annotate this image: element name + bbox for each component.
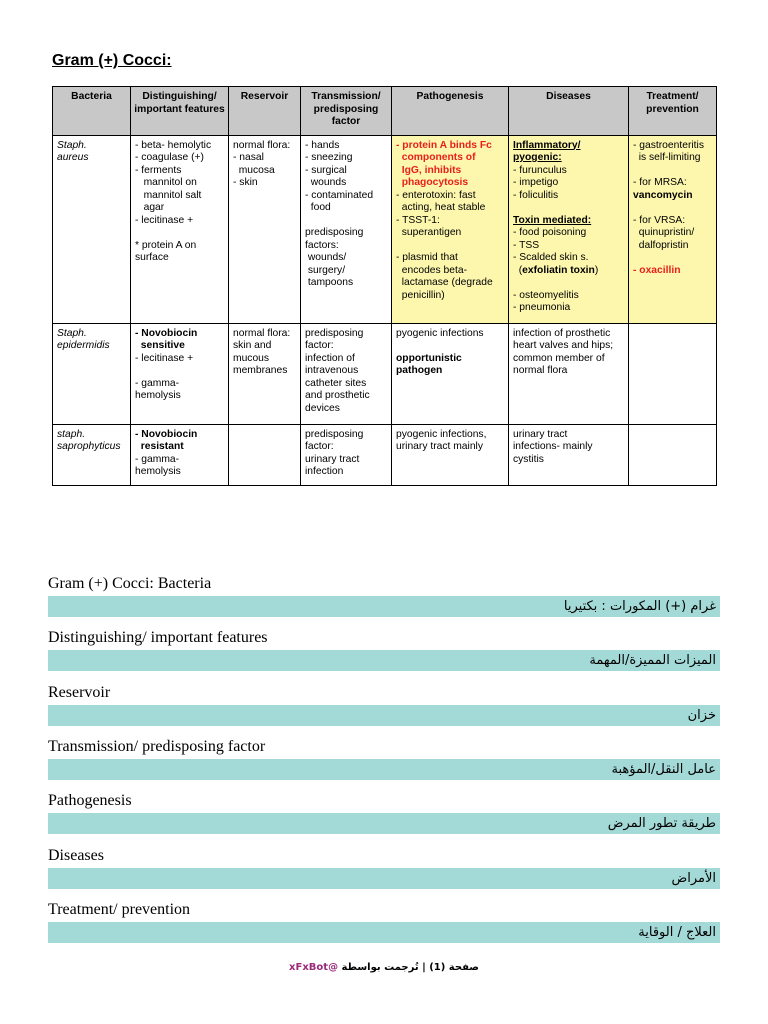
table-header-row bbox=[53, 87, 717, 136]
footer-text: صفحة (1) | تُرجمت بواسطة bbox=[341, 962, 479, 973]
page-footer bbox=[0, 962, 768, 973]
cell-bacteria: Staph. aureus bbox=[53, 135, 131, 323]
bacteria-table bbox=[52, 86, 717, 486]
page-title: Gram (+) Cocci: bbox=[52, 52, 172, 69]
cell-transmission: predisposing factor: infection of intravenous catheter sites and prosthetic devices bbox=[301, 323, 392, 424]
translation-english: Treatment/ prevention bbox=[48, 901, 191, 918]
cell-treatment: - gastroenteritis is self-limiting - for MRSA: vancomycin - for VRSA: quinupristin/ dalfopristin - oxacillin bbox=[629, 135, 717, 323]
cell-pathogenesis: pyogenic infections opportunistic pathogen bbox=[392, 323, 509, 424]
table-row bbox=[53, 135, 717, 323]
translation-english: Transmission/ predisposing factor bbox=[48, 738, 266, 755]
translation-item bbox=[48, 900, 720, 943]
cell-features: - beta- hemolytic - coagulase (+) - ferments mannitol on mannitol salt agar - lecitinase + * protein A on surface bbox=[131, 135, 229, 323]
translation-arabic: الميزات المميزة/المهمة bbox=[48, 650, 720, 671]
translation-english: Gram (+) Cocci: Bacteria bbox=[48, 575, 212, 592]
translation-arabic: العلاج / الوقاية bbox=[48, 922, 720, 943]
cell-reservoir: normal flora: - nasal mucosa - skin bbox=[229, 135, 301, 323]
cell-diseases: urinary tract infections- mainly cystitis bbox=[509, 424, 629, 485]
translation-item bbox=[48, 683, 720, 726]
header-reservoir: Reservoir bbox=[229, 87, 301, 136]
translation-arabic: عامل النقل/المؤهبة bbox=[48, 759, 720, 780]
cell-transmission: - hands - sneezing - surgical wounds - contaminated food predisposing factors: wounds/ surgery/ tampoons bbox=[301, 135, 392, 323]
header-diseases: Diseases bbox=[509, 87, 629, 136]
translation-english: Reservoir bbox=[48, 684, 111, 701]
translation-item bbox=[48, 737, 720, 780]
header-transmission: Transmission/ predisposing factor bbox=[301, 87, 392, 136]
cell-reservoir: normal flora: skin and mucous membranes bbox=[229, 323, 301, 424]
cell-diseases: infection of prosthetic heart valves and hips; common member of normal flora bbox=[509, 323, 629, 424]
cell-features: - Novobiocin sensitive - lecitinase + - gamma- hemolysis bbox=[131, 323, 229, 424]
cell-reservoir bbox=[229, 424, 301, 485]
cell-bacteria: staph. saprophyticus bbox=[53, 424, 131, 485]
table-row bbox=[53, 323, 717, 424]
table-row bbox=[53, 424, 717, 485]
translation-arabic: طريقة تطور المرض bbox=[48, 813, 720, 834]
cell-bacteria: Staph. epidermidis bbox=[53, 323, 131, 424]
cell-transmission: predisposing factor: urinary tract infection bbox=[301, 424, 392, 485]
translation-english: Distinguishing/ important features bbox=[48, 629, 268, 646]
header-features: Distinguishing/ important features bbox=[131, 87, 229, 136]
translation-arabic: الأمراض bbox=[48, 868, 720, 889]
translation-item bbox=[48, 846, 720, 889]
header-treatment: Treatment/ prevention bbox=[629, 87, 717, 136]
cell-features: - Novobiocin resistant - gamma- hemolysis bbox=[131, 424, 229, 485]
cell-treatment bbox=[629, 424, 717, 485]
footer-handle-link[interactable]: @xFxBot bbox=[289, 962, 339, 973]
translation-english: Pathogenesis bbox=[48, 792, 132, 809]
cell-pathogenesis: - protein A binds Fc components of IgG, inhibits phagocytosis - enterotoxin: fast acting, heat stable - TSST-1: superantigen - plasmid that encodes beta- lactamase (degrade penicillin) bbox=[392, 135, 509, 323]
header-bacteria: Bacteria bbox=[53, 87, 131, 136]
translation-arabic: خزان bbox=[48, 705, 720, 726]
cell-diseases: Inflammatory/ pyogenic: - furunculus - impetigo - foliculitis Toxin mediated: - food poisoning - TSS - Scalded skin s. (exfoliatin toxin) - osteomyelitis - pneumonia bbox=[509, 135, 629, 323]
header-pathogenesis: Pathogenesis bbox=[392, 87, 509, 136]
translation-arabic: غرام (+) المكورات : بكتيريا bbox=[48, 596, 720, 617]
translation-english: Diseases bbox=[48, 847, 104, 864]
cell-pathogenesis: pyogenic infections, urinary tract mainly bbox=[392, 424, 509, 485]
translation-item bbox=[48, 628, 720, 671]
cell-treatment bbox=[629, 323, 717, 424]
translation-item bbox=[48, 574, 720, 617]
translation-item bbox=[48, 791, 720, 834]
